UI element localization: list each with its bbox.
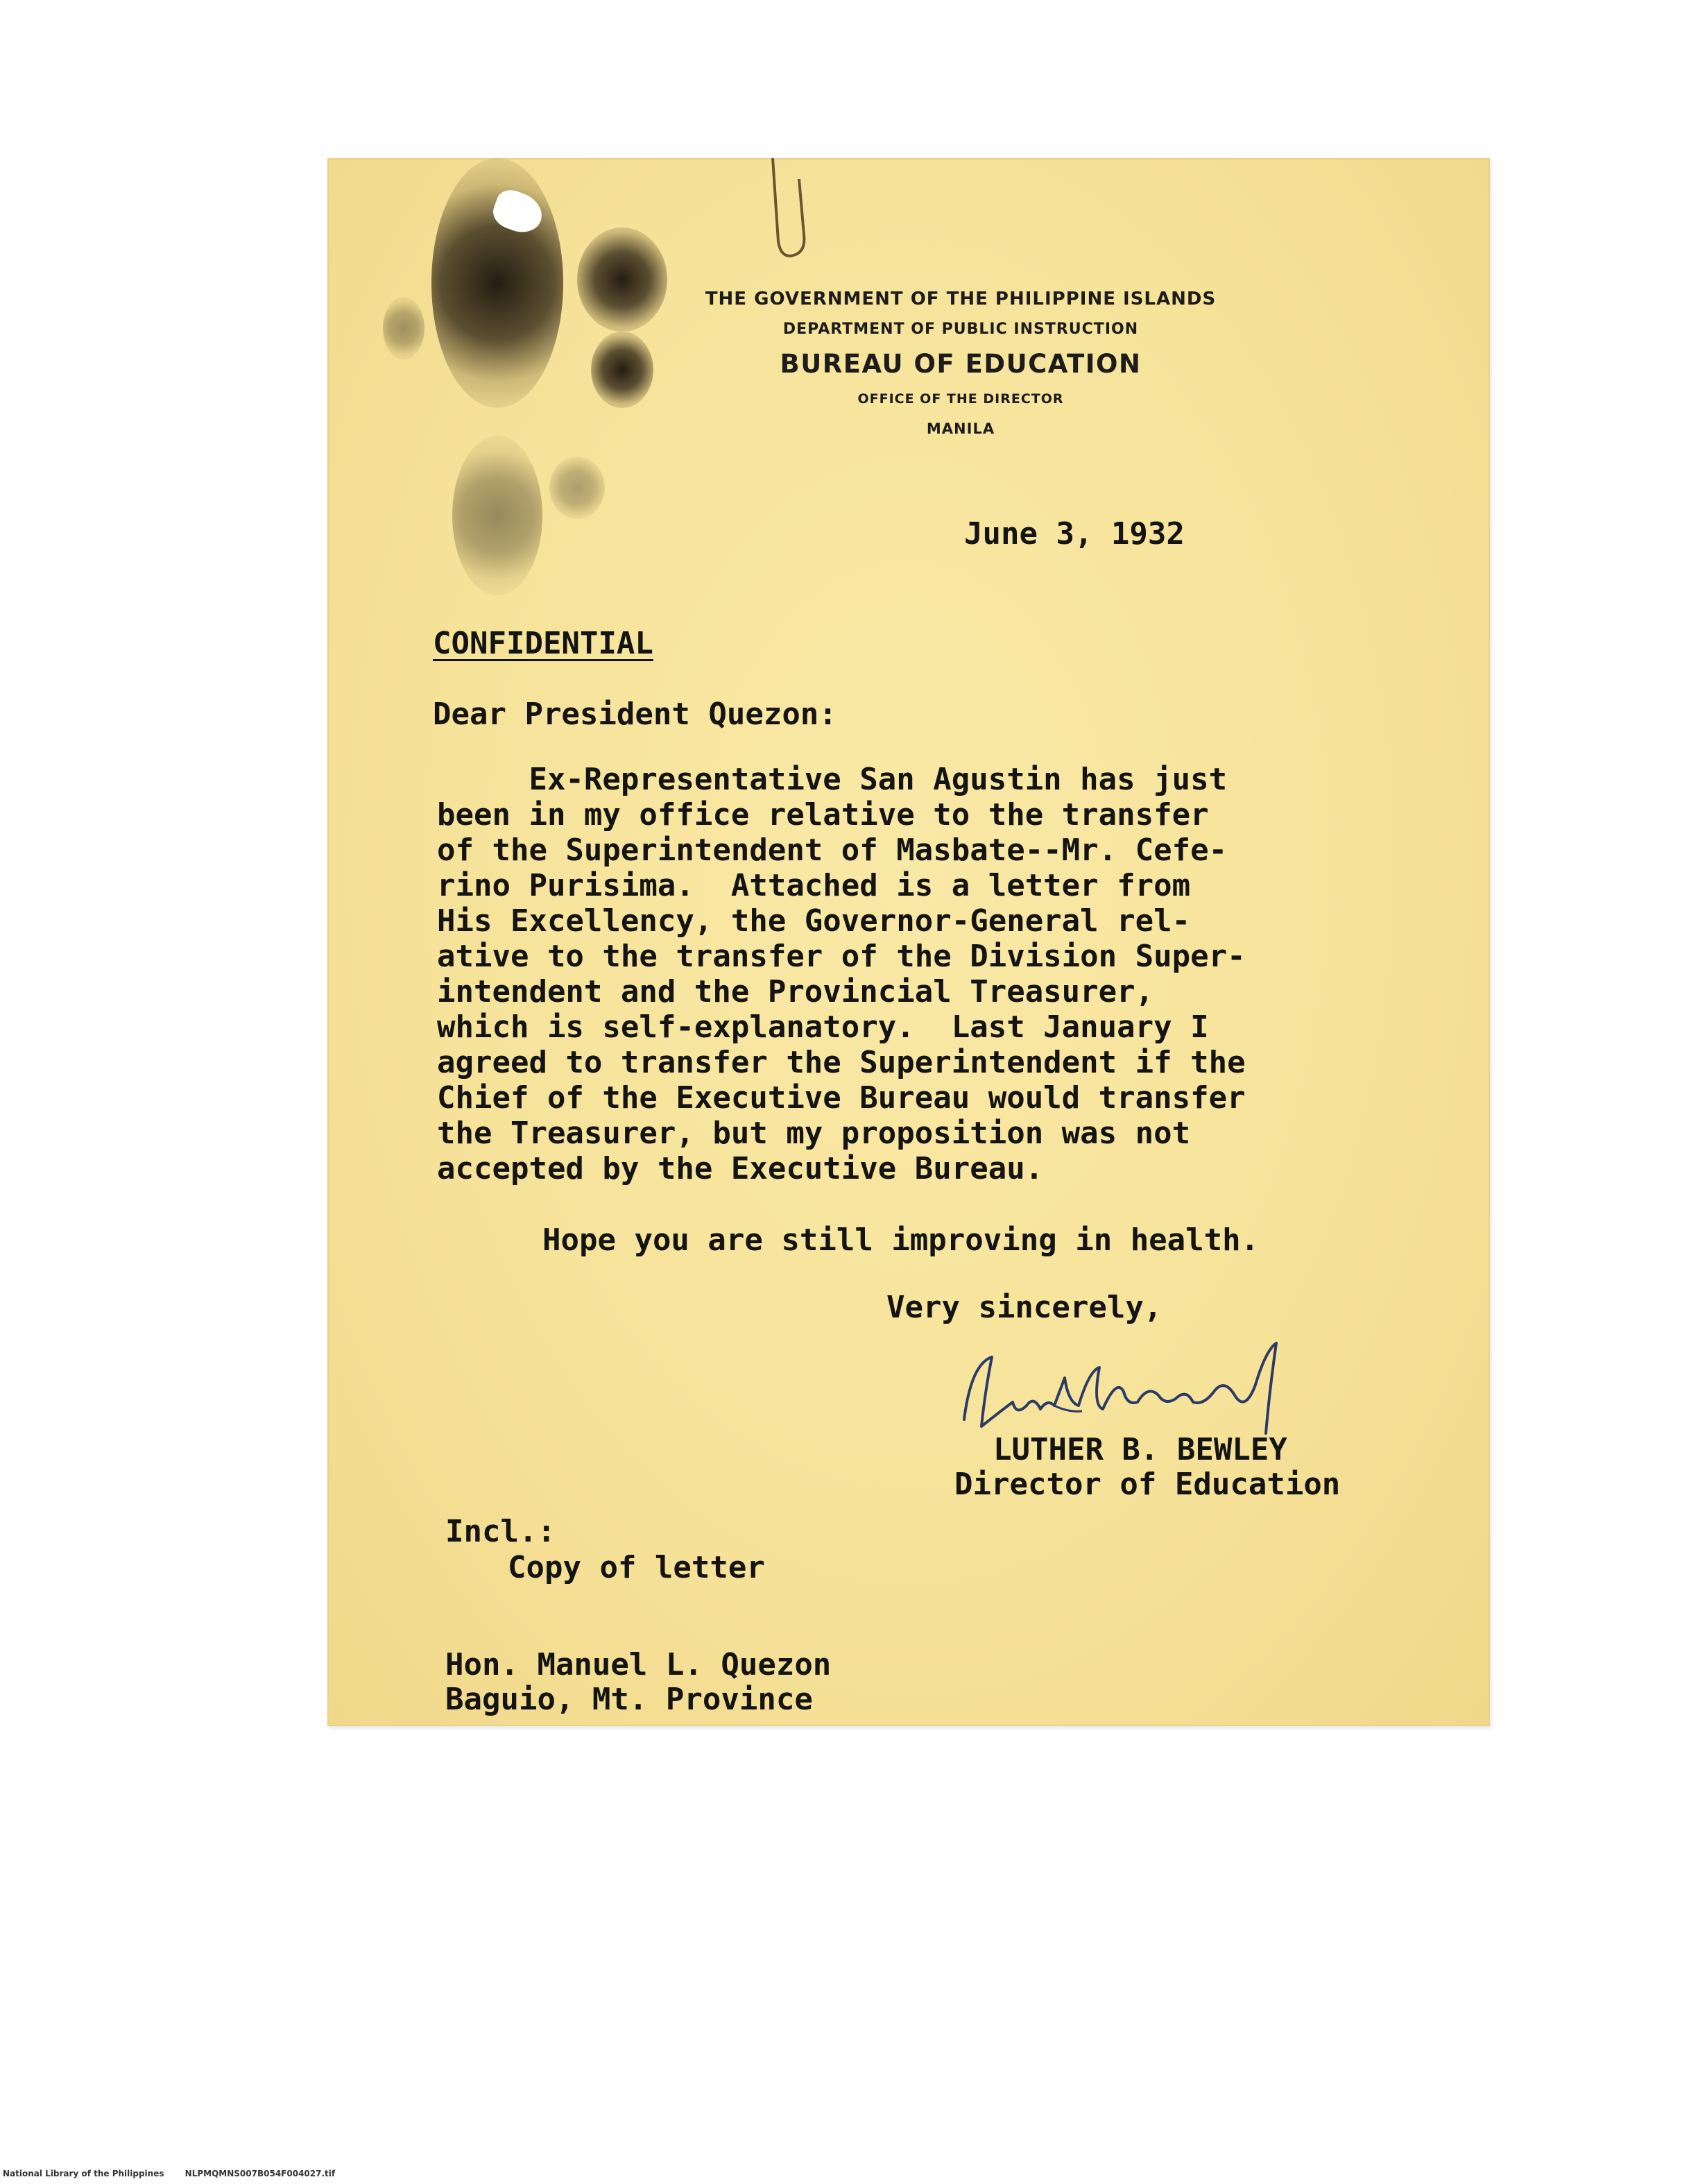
enclosure-item: Copy of letter <box>508 1550 765 1585</box>
scan-file-name: NLPMQMNS007B054F004027.tif <box>185 2169 336 2178</box>
body-line: Ex-Representative San Agustin has just <box>437 762 1228 797</box>
signer-title: Director of Education <box>954 1467 1341 1502</box>
letterhead-city: MANILA <box>926 420 995 437</box>
letterhead <box>327 289 1490 437</box>
confidential-heading: CONFIDENTIAL <box>433 626 653 661</box>
scan-footer <box>3 2169 335 2178</box>
handwritten-signature <box>950 1336 1297 1447</box>
recipient-name: Hon. Manuel L. Quezon <box>445 1647 832 1682</box>
body-line: intendent and the Provincial Treasurer, <box>437 974 1154 1009</box>
body-line: rino Purisima. Attached is a letter from <box>437 868 1191 903</box>
letterhead-office: OFFICE OF THE DIRECTOR <box>857 391 1064 407</box>
paperclip-mark <box>766 158 814 262</box>
body-line: agreed to transfer the Superintendent if the <box>437 1045 1246 1080</box>
burn-stain <box>549 457 605 519</box>
letterhead-bureau: BUREAU OF EDUCATION <box>780 349 1142 379</box>
letter-date: June 3, 1932 <box>964 516 1185 552</box>
burn-stain <box>452 436 542 595</box>
body-line: the Treasurer, but my proposition was not <box>437 1116 1191 1151</box>
body-line: been in my office relative to the transfer <box>437 797 1209 833</box>
letter-body <box>437 762 1246 1186</box>
signer-name: LUTHER B. BEWLEY <box>993 1432 1287 1467</box>
enclosure-label: Incl.: <box>445 1514 556 1549</box>
salutation: Dear President Quezon: <box>433 697 837 732</box>
body-line: ative to the transfer of the Division Super- <box>437 939 1246 974</box>
body-line: His Excellency, the Governor-General rel- <box>437 903 1191 939</box>
body-line: which is self-explanatory. Last January I <box>437 1009 1209 1045</box>
recipient-address: Baguio, Mt. Province <box>445 1682 813 1717</box>
scan-institution: National Library of the Philippines <box>3 2169 164 2178</box>
letterhead-government: THE GOVERNMENT OF THE PHILIPPINE ISLANDS <box>705 289 1217 309</box>
closing: Very sincerely, <box>886 1290 1163 1325</box>
letter-paper <box>327 158 1490 1726</box>
body-line: Chief of the Executive Bureau would transfer <box>437 1080 1246 1116</box>
letterhead-department: DEPARTMENT OF PUBLIC INSTRUCTION <box>782 321 1139 338</box>
closing-remark: Hope you are still improving in health. <box>542 1222 1260 1258</box>
body-line: of the Superintendent of Masbate--Mr. Cefe- <box>437 833 1228 868</box>
body-line: accepted by the Executive Bureau. <box>437 1151 1044 1186</box>
